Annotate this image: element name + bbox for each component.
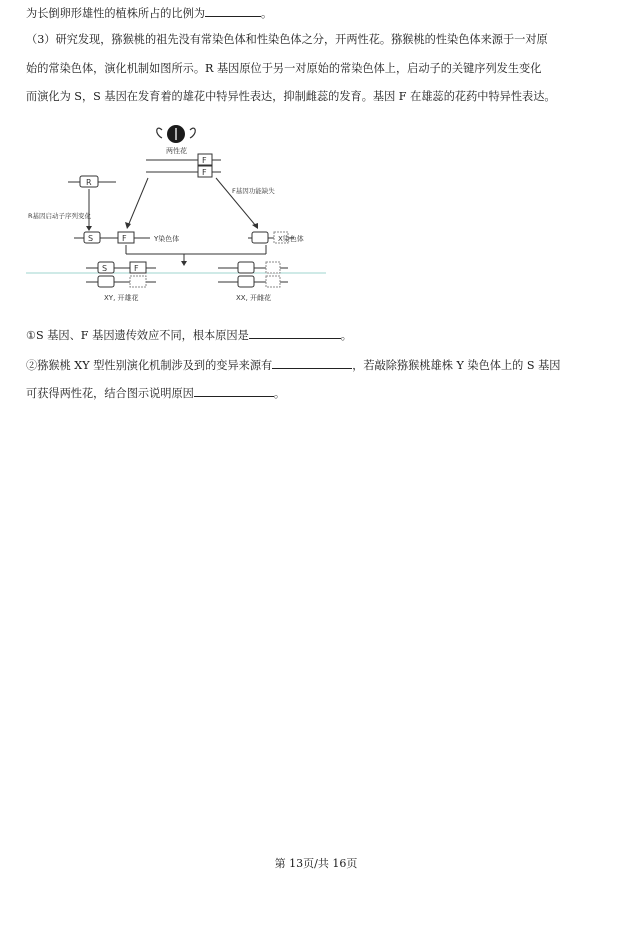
page-footer: 第 13页/共 16页 [274, 857, 358, 870]
gene-r: R [86, 178, 92, 187]
q1-end: 。 [340, 329, 352, 342]
xx-female-genotype [218, 262, 288, 287]
label-bisexual-flower: 两性花 [166, 147, 187, 155]
answer-blank-q1[interactable] [249, 328, 341, 339]
label-r-promoter-change: R基因启动子序列变化 [28, 212, 92, 220]
question-2-continued [26, 386, 616, 401]
answer-blank-q3[interactable] [194, 386, 274, 397]
line1-end: 。 [261, 7, 273, 20]
answer-blank-1[interactable] [205, 6, 261, 17]
q3-text: 可获得两性花，结合图示说明原因 [26, 387, 194, 400]
y-chromosome [74, 232, 150, 243]
gene-f-xy: F [134, 264, 139, 273]
line1-text: 为长倒卵形雄性的植株所占的比例为 [26, 7, 206, 20]
label-y-chromosome: Y染色体 [154, 235, 180, 243]
ancestral-chromosome-pair [146, 154, 221, 177]
q3-end: 。 [273, 387, 286, 400]
gene-f-y: F [122, 234, 127, 243]
evolution-diagram [26, 118, 326, 318]
xy-male-genotype [86, 262, 156, 287]
gene-s-y: S [88, 234, 94, 243]
r-gene-chromosome [68, 176, 116, 187]
text-line-3: 始的常染色体，演化机制如图所示。R 基因原位于另一对原始的常染色体上，启动子的关键序列发生变化 [26, 62, 542, 75]
answer-blank-q2[interactable] [272, 358, 352, 369]
q2-text: ②猕猴桃 XY 型性别演化机制涉及到的变异来源有 [26, 359, 273, 372]
q2-mid: ，若敲除猕猴桃雄株 Y 染色体上的 S 基因 [352, 359, 561, 372]
text-line-2: （3）研究发现，猕猴桃的祖先没有常染色体和性染色体之分，开两性花。猕猴桃的性染色体来源于一对原 [26, 33, 548, 46]
label-x-chromosome: X染色体 [278, 235, 304, 243]
text-line-4: 而演化为 S，S 基因在发育着的雄花中特异性表达，抑制雌蕊的发育。基因 F 在雄蕊的花药中特异性表达。 [26, 90, 556, 103]
label-xy-male: XY, 开雄花 [104, 294, 139, 302]
question-2 [26, 358, 616, 373]
gene-f-bottom: F [202, 168, 207, 177]
label-f-loss: F基因功能缺失 [232, 187, 275, 195]
gene-s-xy: S [102, 264, 108, 273]
label-xx-female: XX, 开雌花 [236, 294, 272, 302]
flower-icon [157, 125, 196, 143]
q1-text: ①S 基因、F 基因遗传效应不同，根本原因是 [26, 329, 249, 342]
question-1 [26, 328, 616, 343]
gene-f-top: F [202, 156, 207, 165]
text-line-1 [26, 6, 616, 21]
